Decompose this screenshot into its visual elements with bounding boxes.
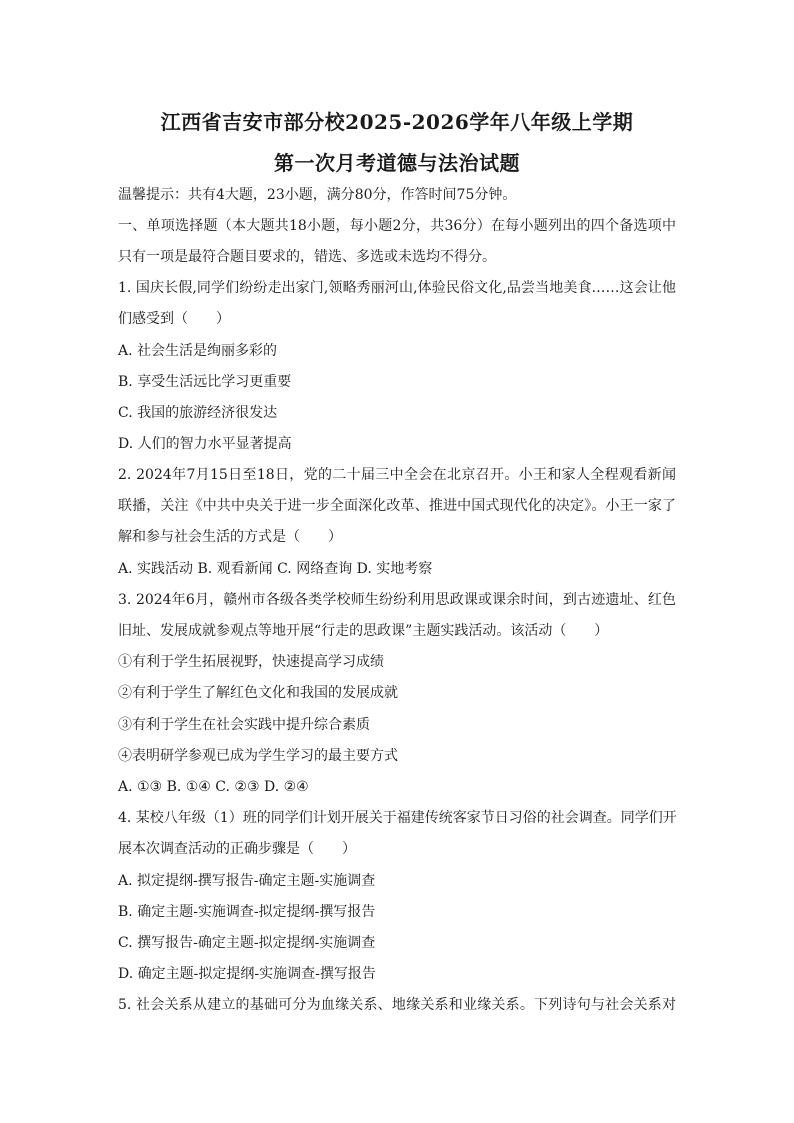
- question-1-option-b: B. 享受生活远比学习更重要: [118, 374, 292, 390]
- question-3-stem-line-1: 3. 2024年6月，赣州市各级各类学校师生纷纷利用思政课或课余时间，到古迹遗址、红色: [118, 592, 676, 608]
- question-2-stem-line-2: 联播，关注《中共中央关于进一步全面深化改革、推进中国式现代化的决定》。小王一家了: [118, 498, 676, 514]
- question-2-stem-line-3: 解和参与社会生活的方式是（ ）: [118, 529, 342, 545]
- question-3-statement-4: ④表明研学参观已成为学生学习的最主要方式: [118, 748, 398, 764]
- section-1-instruction-line-2: 只有一项是最符合题目要求的，错选、多选或未选均不得分。: [118, 249, 496, 265]
- question-4-option-a: A. 拟定提纲-撰写报告-确定主题-实施调查: [118, 873, 376, 889]
- exam-title-line-2: 第一次月考道德与法治试题: [274, 151, 520, 175]
- question-4-option-d: D. 确定主题-拟定提纲-实施调查-撰写报告: [118, 966, 376, 982]
- exam-notice: 温馨提示：共有4大题，23小题，满分80分，作答时间75分钟。: [118, 187, 517, 203]
- question-5-stem-line-1: 5. 社会关系从建立的基础可分为血缘关系、地缘关系和业缘关系。下列诗句与社会关系对: [118, 997, 676, 1013]
- question-1-stem-line-1: 1. 国庆长假,同学们纷纷走出家门,领略秀丽河山,体验民俗文化,品尝当地美食……这会让他: [118, 280, 676, 296]
- question-3-options: A. ①③ B. ①④ C. ②③ D. ②④: [118, 779, 309, 795]
- question-2-stem-line-1: 2. 2024年7月15日至18日，党的二十届三中全会在北京召开。小王和家人全程观看新闻: [118, 467, 676, 483]
- question-3-stem-line-2: 旧址、发展成就参观点等地开展“行走的思政课”主题实践活动。该活动（ ）: [118, 623, 609, 639]
- question-4-option-b: B. 确定主题-实施调查-拟定提纲-撰写报告: [118, 904, 376, 920]
- question-2-options: A. 实践活动 B. 观看新闻 C. 网络查询 D. 实地考察: [118, 561, 433, 577]
- question-4-stem-line-1: 4. 某校八年级（1）班的同学们计划开展关于福建传统客家节日习俗的社会调查。同学们开: [118, 810, 677, 826]
- question-1-option-a: A. 社会生活是绚丽多彩的: [118, 343, 278, 359]
- section-1-instruction-line-1: 一、单项选择题（本大题共18小题，每小题2分，共36分）在每小题列出的四个备选项中: [118, 218, 676, 234]
- question-1-stem-line-2: 们感受到（ ）: [118, 311, 230, 327]
- question-3-statement-1: ①有利于学生拓展视野，快速提高学习成绩: [118, 654, 384, 670]
- exam-title-line-1: 江西省吉安市部分校2025-2026学年八年级上学期: [160, 110, 634, 134]
- question-1-option-c: C. 我国的旅游经济很发达: [118, 405, 278, 421]
- question-3-statement-3: ③有利于学生在社会实践中提升综合素质: [118, 717, 370, 733]
- question-4-stem-line-2: 展本次调查活动的正确步骤是（ ）: [118, 841, 356, 857]
- question-4-option-c: C. 撰写报告-确定主题-拟定提纲-实施调查: [118, 935, 376, 951]
- question-3-statement-2: ②有利于学生了解红色文化和我国的发展成就: [118, 685, 398, 701]
- question-1-option-d: D. 人们的智力水平显著提高: [118, 436, 292, 452]
